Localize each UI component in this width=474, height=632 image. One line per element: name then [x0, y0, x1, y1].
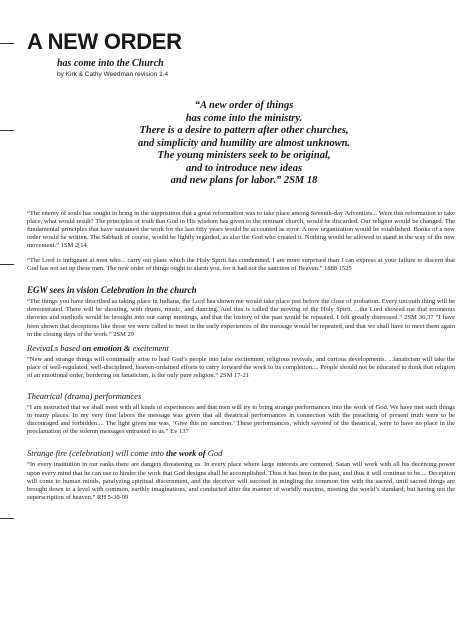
quote-line: “A new order of things	[194, 100, 294, 111]
body-paragraph: “In every institution in our ranks there are dangers threatening us. In every place where large interests are centered, Satan will work with all his deceiving power upon every mind that he can use to hinder the work that God designs shall be accomplished. Thus it has been in the past, and thus it will continue to be.... Deception will come to human minds, paralyzing spiritual discernment, and the deceiver will succeed in mingling the common fire with the sacred, until sacred things are brought down to a level with common, earthly imaginations, and conducted after the manner of worldly maxims, meeting the world’s standard, but having not the superscription of heaven.” RH 5-30-99	[27, 461, 455, 502]
quote-line: and to introduce new ideas	[185, 162, 303, 174]
quote-line: and new plans for labor.” 2SM 18	[170, 175, 318, 186]
section-heading-part: excitement	[132, 342, 169, 353]
quote-line: There is a desire to pattern after other churches,	[139, 125, 349, 136]
document	[27, 30, 455, 502]
section-heading	[27, 343, 455, 353]
margin-rule	[0, 264, 14, 265]
section-heading-part: RevivaLs based	[27, 342, 83, 353]
section-heading-part: on emotion &	[82, 342, 133, 353]
margin-rule	[0, 518, 14, 519]
section-heading: EGW sees in vision Celebration in the church	[27, 284, 197, 295]
section-heading	[27, 448, 455, 458]
body-paragraph: “The enemy of souls has sought to bring in the supposition that a great reformation was to take place among Seventh-day Adventists... Were this reformation to take place, what would result? The principles of truth that God in His wisdom has given to the remnant church, would be discarded. Our religion would be changed. The fundamental principles that have sustained the work for the last fifty years would be accounted as error. A new organization would be established. Books of a new order would be written. The Sabbath of course, would be lightly regarded, as also the God who created it. Nothing would be allowed to stand in the way of the new movement.” 1SM 2[14	[27, 209, 455, 250]
pull-quote	[89, 100, 399, 188]
page-title: A NEW ORDER	[27, 29, 182, 54]
quote-line: has come into the ministry.	[185, 112, 303, 124]
margin-rule	[0, 130, 14, 131]
body-paragraph: “New and strange things will continually arise to lead God’s people into false excitement, religious revivals, and curious developments. ...fanaticism will take the place of well-regulated, well-disciplined, heaven-ordained efforts to carry forward the work to its completion.... People should not be educated to think that religion of an emotional order, bordering on fanaticism, is the only pure religion.” 2SM 17-21	[27, 355, 455, 380]
section-heading-part: God	[207, 448, 223, 459]
section-heading-part: the work of	[165, 448, 208, 459]
margin-rule	[0, 43, 14, 44]
quote-line: and simplicity and humility are almost unknown.	[137, 137, 351, 149]
section-heading-part: Strange fire (celebration) will come into	[27, 448, 166, 459]
body-paragraph: “I am instructed that we shall meet with all kinds of experiences and that men will try to bring strange performances into the work of God. We have met such things in many places. In my very first labors the message was given that all theatrical performances in connection with the preaching of present truth were to be discouraged and forbidden.... The light given me was, ‘Give this no sanction.’ These performances, which savored of the theatrical, were to have no place in the proclamation of the solemn messages entrusted to us.” Ev 137	[27, 403, 455, 436]
body-paragraph: “The things you have described as taking place in Indiana, the Lord has shown me would take place just before the close of probation. Every uncouth thing will be demonstrated. There will be shouting, with drums, music, and dancing. And this is called the moving of the Holy Spirit. ...the Lord showed me that erroneous theories and methods would be brought into our camp meetings, and that the history of the past would be repeated. I felt greatly distressed.” 2SM 36,37 “I have been shown that deceptions like those we were called to meet in the early experiences of the message would be repeated, and that we shall have to meet them again in the closing days of the work.” 2SM 29	[27, 297, 455, 338]
quote-line: The young ministers seek to be original,	[157, 150, 331, 161]
byline: by Kirk & Cathy Weedman revision 1.4	[57, 71, 169, 78]
page-subtitle: has come into the Church	[57, 58, 164, 69]
body-paragraph: “The Lord is indignant at men who... carry out plans which the Holy Spirit has condemned. I am more surprised than I can express at your failure to discern that God has not set up these men. The new order of things ought to alarm you, for it had not the sanction of Heaven.” 1888 1525	[27, 256, 455, 272]
section-heading: Theatrical (drama) performances	[27, 390, 142, 401]
